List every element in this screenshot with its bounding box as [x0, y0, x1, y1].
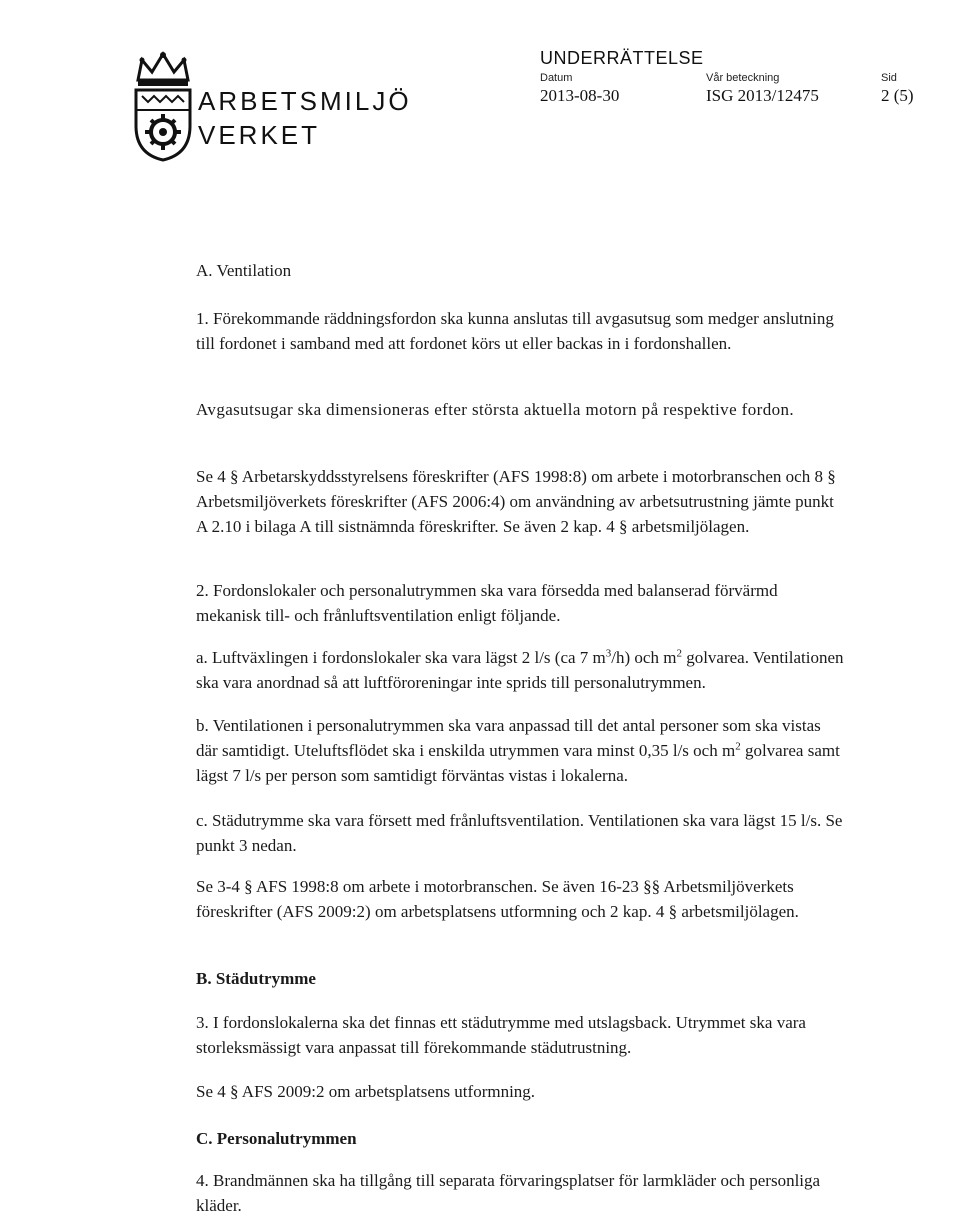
- section-c-heading: C. Personalutrymmen: [196, 1129, 357, 1148]
- document-type: UNDERRÄTTELSE: [540, 48, 704, 68]
- org-name-line2: VERKET: [198, 120, 321, 150]
- org-name-line1: ARBETSMILJÖ: [198, 86, 412, 116]
- paragraph-8: Se 4 § AFS 2009:2 om arbetsplatsens utformning.: [196, 1082, 536, 1101]
- section-a-heading: A. Ventilation: [196, 261, 292, 280]
- reference-value: ISG 2013/12475: [706, 86, 819, 105]
- crown-emblem-icon: [132, 50, 194, 162]
- p5b-text-end: golvarea samt lägst 7 l/s per person som samtidigt förväntas vistas i lokalerna.: [196, 741, 840, 785]
- paragraph-5a: [196, 645, 844, 695]
- p5a-text-end: golvarea. Ventilationen ska vara anordnad så att luftföroreningar inte sprids till personalutrymmen.: [196, 648, 844, 692]
- paragraph-5b: [196, 713, 844, 788]
- section-b-heading: B. Städutrymme: [196, 969, 316, 988]
- organization-logo-text: [198, 84, 412, 152]
- paragraph-3: Se 4 § Arbetarskyddsstyrelsens föreskrifter (AFS 1998:8) om arbete i motorbranschen och 8 § Arbetsmiljöverkets föreskrifter (AFS 2006:4) om användning av arbetsutrustning jämte punkt A 2.10 i bilaga A till sistnämnda föreskrifter. Se även 2 kap. 4 § arbetsmiljölagen.: [196, 467, 836, 536]
- page-number: 2 (5): [881, 86, 914, 105]
- p5a-text-mid: /h) och m: [611, 648, 677, 667]
- p5a-superscript-1: 3: [605, 647, 612, 660]
- paragraph-5c: c. Städutrymme ska vara försett med frånluftsventilation. Ventilationen ska vara lägst 15 l/s. Se punkt 3 nedan.: [196, 811, 843, 855]
- p5b-superscript: 2: [735, 740, 741, 753]
- paragraph-6: Se 3-4 § AFS 1998:8 om arbete i motorbranschen. Se även 16-23 §§ Arbetsmiljöverkets föreskrifter (AFS 2009:2) om arbetsplatsens utformning och 2 kap. 4 § arbetsmiljölagen.: [196, 877, 799, 921]
- page-label: Sid: [881, 72, 897, 84]
- paragraph-7: 3. I fordonslokalerna ska det finnas ett städutrymme med utslagsback. Utrymmet ska vara storleksmässigt vara anpassat till förekommande städutrustning.: [196, 1013, 806, 1057]
- date-label: Datum: [540, 72, 573, 84]
- paragraph-9: 4. Brandmännen ska ha tillgång till separata förvaringsplatser för larmkläder och personliga kläder.: [196, 1171, 821, 1215]
- paragraph-4: 2. Fordonslokaler och personalutrymmen ska vara försedda med balanserad förvärmd mekanisk till- och frånluftsventilation enligt följande.: [196, 581, 778, 625]
- p5a-text-start: a. Luftväxlingen i fordonslokaler ska vara lägst 2 l/s (ca 7 m: [196, 648, 606, 667]
- paragraph-1: 1. Förekommande räddningsfordon ska kunna anslutas till avgasutsug som medger anslutning till fordonet i samband med att fordonet körs ut eller backas in i fordonshallen.: [196, 309, 834, 353]
- p5a-superscript-2: 2: [676, 647, 682, 660]
- reference-label: Vår beteckning: [706, 72, 780, 84]
- paragraph-2: Avgasutsugar ska dimensioneras efter största aktuella motorn på respektive fordon.: [196, 400, 795, 419]
- p5b-text-start: b. Ventilationen i personalutrymmen ska vara anpassad till det antal personer som ska vistas där samtidigt. Uteluftsflödet ska i enskilda utrymmen vara minst 0,35 l/s och m: [196, 716, 821, 760]
- date-value: 2013-08-30: [540, 86, 620, 105]
